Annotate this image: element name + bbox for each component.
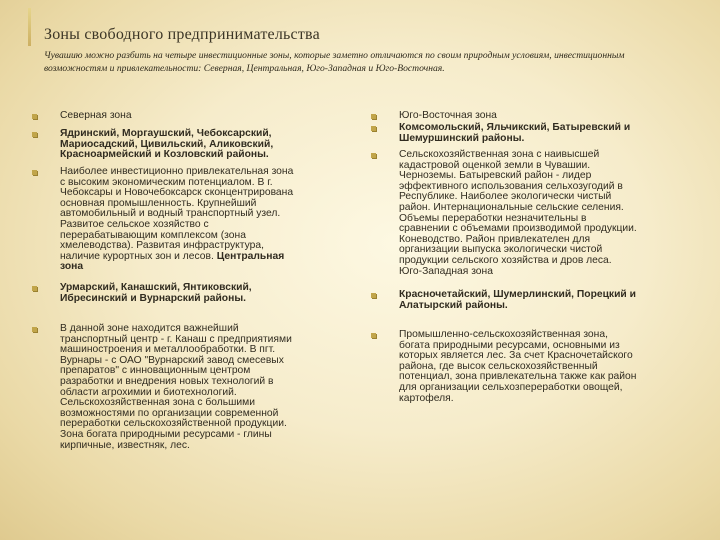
north-districts: Ядринский, Моргаушский, Чебоксарский, Мариосадский, Цивильский, Аликовский, Красноармейский и Козловский районы.: [60, 128, 274, 161]
central-description: В данной зоне находится важнейший транспортный центр - г. Канаш с предприятиями машиностроения и металлообработки. В пгт. Вурнары - с ОАО "Вурнарский завод смесевых препаратов" с инновационным центром разработки и внедрения новых технологий в области агрохимии и биотехнологий. Сельскохозяйственная зона с большими возможностями по организации современной переработки сельскохозяйственной продукции. Зона богата природными ресурсами - глины кирпичные, известняк, лес.: [60, 323, 292, 451]
southeast-description: Сельскохозяйственная зона с наивысшей кадастровой оценкой земли в Чувашии. Черноземы. Батыревский район - лидер эффективного использования сельхозугодий в Республике. Наиболее экологически чистый район. Интернациональные сельские селения. Объемы переработки незначительны в сравнении с объемами производимой продукции. Коневодство. Район привлекателен для организации выпуска экологически чистой продукции сельского хозяйства и дров леса. Юго-Западная зона: [399, 149, 637, 277]
bullet-icon: [371, 114, 376, 119]
title-accent-bar: [28, 8, 31, 46]
southwest-districts: Красночетайский, Шумерлинский, Порецкий и Алатырский районы.: [399, 289, 636, 311]
north-description-body: Наиболее инвестиционно привлекательная зона с высоким экономическим потенциалом. В г. Чебоксары и Новочебоксарск сконцентрирована основная промышленность. Крупнейший автомобильный и водный транспортный узел. Развитое сельское хозяйство с перерабатывающим комплексом (зона хмелеводства). Развитая инфраструктура, наличие курортных зон и лесов.: [60, 166, 294, 262]
bullet-icon: [32, 327, 37, 332]
north-zone-heading: Северная зона: [60, 110, 132, 121]
southeast-zone-heading: Юго-Восточная зона: [399, 110, 497, 121]
southeast-districts: Комсомольский, Яльчикский, Батыревский и Шемуршинский районы.: [399, 122, 631, 144]
bullet-icon: [371, 333, 376, 338]
central-zone-heading: Центральная зона: [60, 250, 285, 273]
bullet-icon: [32, 170, 37, 175]
southwest-description: Промышленно-сельскохозяйственная зона, богата природными ресурсами, основными из которых является лес. За счет Красночетайского района, где высок сельскохозяйственный потенциал, зона привлекательна также как район для организации сельхозпереработки овощей, картофеля.: [399, 329, 637, 404]
north-description: [60, 167, 348, 273]
bullet-icon: [32, 132, 37, 137]
bullet-icon: [32, 286, 37, 291]
bullet-icon: [371, 126, 376, 131]
slide-title: Зоны свободного предпринимательства: [44, 26, 320, 43]
central-districts: Урмарский, Канашский, Янтиковский, Ибресинский и Вурнарский районы.: [60, 282, 252, 304]
bullet-icon: [32, 114, 37, 119]
intro-text: Чувашию можно разбить на четыре инвестиционные зоны, которые заметно отличаются по своим природным условиям, инвестиционным возможностям и привлекательности: Северная, Центральная, Юго-Западная и Юго-Восточная.: [44, 50, 625, 74]
bullet-icon: [371, 293, 376, 298]
bullet-icon: [371, 153, 376, 158]
